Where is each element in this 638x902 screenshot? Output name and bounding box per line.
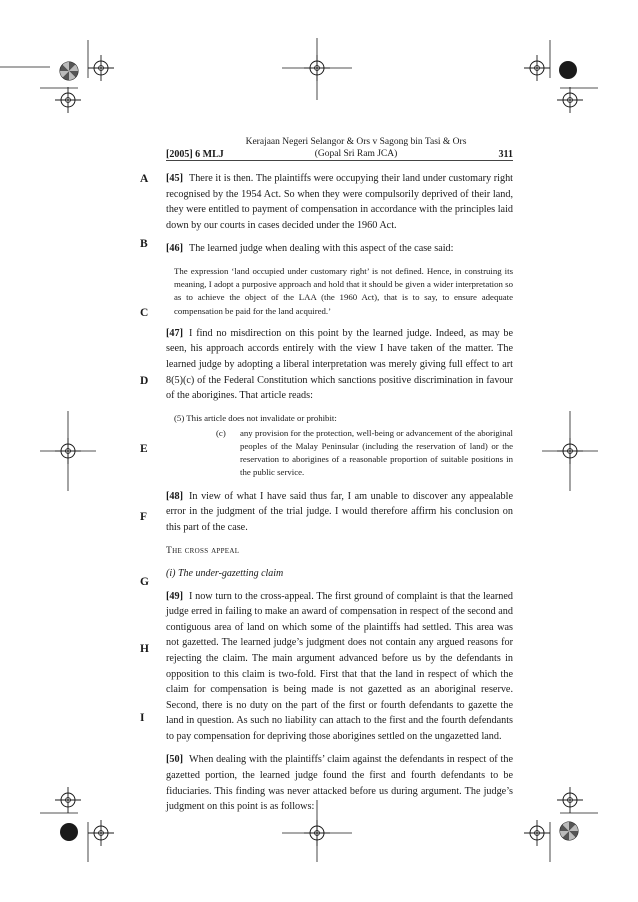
item-text: any provision for the protection, well-being or advancement of the aboriginal peoples of the Malay Peninsular (including the reservation of land) or the reservation to aborigines of a reasonable proportion of suitable positions in the public service.	[240, 427, 513, 477]
margin-letter-f: F	[140, 511, 148, 523]
block-quote: The expression ‘land occupied under customary right’ is not defined. Hence, in construing its meaning, I adopt a purposive approach and hold that it should be given a wider interpretation so as to achieve the object of the LAA (the 1960 Act), that is to say, to ensure adequate compensation be paid for the land acquired.’	[174, 265, 513, 316]
statute-quote-item	[216, 427, 513, 479]
solid-circle-icon	[60, 823, 78, 841]
margin-letter-i: I	[140, 712, 145, 724]
paragraph-text: I now turn to the cross-appeal. The first ground of complaint is that the learned judge erred in failing to make an award of compensation in respect of the second and contiguous area of land on which some of the plaintiffs had settled. This area was not gazetted. The learned judge’s judgment does not contain any argued reasons for rejecting the claim. The main argument advanced before us by the defendants in opposition to this claim is two-fold. First that that the land in respect of which the claim for compensation is being made is not gazetted as an aboriginal reserve. Second, there is no duty on the part of the first or fourth defendants to gazette the land in question. As such no liability can attach to the first and the fourth defendants to pay compensation for depriving those aborigines settled on the ungazetted land.	[166, 590, 513, 742]
judgment-body	[166, 171, 513, 823]
statute-quote-intro: (5) This article does not invalidate or prohibit:	[174, 412, 337, 423]
paragraph-text: In view of what I have said thus far, I am unable to discover any appealable error in the judgment of the trial judge. I would therefore affirm his conclusion on this part of the case.	[166, 490, 513, 533]
crosshair-icon	[88, 820, 114, 846]
solid-circle-icon	[559, 61, 577, 79]
crosshair-icon	[557, 87, 583, 113]
paragraph-46	[166, 241, 513, 257]
crosshair-icon	[55, 87, 81, 113]
paragraph-text: The learned judge when dealing with this aspect of the case said:	[188, 243, 454, 255]
crosshair-icon	[524, 55, 550, 81]
crosshair-icon	[524, 820, 550, 846]
paragraph-text: I find no misdirection on this point by the learned judge. Indeed, as may be seen, his approach accords entirely with the view I have taken of the matter. The learned judge by adopting a liberal interpretation was merely giving full effect to art 8(5)(c) of the Federal Constitution which sanctions positive discrimination in favour of the aborigines. That article reads:	[166, 327, 513, 402]
paragraph-number: [49]	[166, 590, 183, 602]
judge-name: (Gopal Sri Ram JCA)	[314, 149, 398, 159]
item-letter: (c)	[216, 427, 226, 438]
margin-letter-e: E	[140, 443, 148, 455]
case-title: Kerajaan Negeri Selangor & Ors v Sagong bin Tasi & Ors	[245, 137, 467, 147]
star-icon	[560, 822, 578, 840]
margin-letter-d: D	[140, 375, 149, 387]
margin-letter-h: H	[140, 643, 149, 655]
section-heading: The cross appeal	[166, 545, 240, 556]
header-rule	[166, 160, 513, 161]
paragraph-49	[166, 589, 513, 745]
paragraph-number: [46]	[166, 243, 183, 255]
page-number: 311	[498, 149, 513, 160]
crosshair-icon	[557, 787, 583, 813]
margin-letter-c: C	[140, 307, 149, 319]
paragraph-47	[166, 326, 513, 404]
margin-letter-a: A	[140, 173, 149, 185]
paragraph-number: [45]	[166, 173, 183, 184]
paragraph-number: [50]	[166, 754, 183, 766]
paragraph-number: [48]	[166, 490, 183, 502]
paragraph-45	[166, 171, 513, 233]
margin-letter-b: B	[140, 238, 148, 250]
crosshair-icon	[55, 787, 81, 813]
paragraph-text: When dealing with the plaintiffs’ claim against the defendants in respect of the gazetted portion, the learned judge found the first and fourth defendants to be fiduciaries. This finding was never attacked before us during argument. The judge’s judgment on this point is as follows:	[166, 754, 513, 813]
margin-letter-g: G	[140, 576, 149, 588]
paragraph-number: [47]	[166, 327, 183, 339]
paragraph-50	[166, 752, 513, 814]
paragraph-48	[166, 489, 513, 536]
star-icon	[60, 62, 78, 80]
citation: [2005] 6 MLJ	[166, 149, 224, 160]
running-header	[166, 137, 513, 167]
crosshair-icon	[88, 55, 114, 81]
paragraph-text: There it is then. The plaintiffs were occupying their land under customary right recognised by the 1954 Act. So when they were compulsorily deprived of their land, they were entitled to payment of compensation in accordance with the principles laid down by our courts in cases decided under the 1960 Act.	[166, 173, 513, 231]
sub-heading: (i) The under-gazetting claim	[166, 567, 284, 579]
